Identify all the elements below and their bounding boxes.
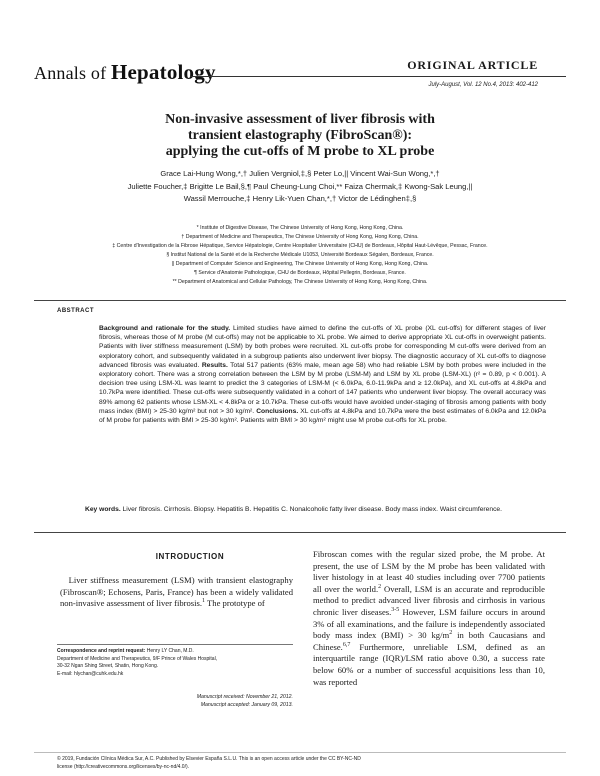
citation-ref[interactable]: 2: [378, 583, 382, 590]
abstract-conclusions-text: XL cut-offs at 4.8kPa and 10.7kPa were the best estimates of 6.0kPa and 12.0kPa of M probe for patients with BMI > 25-30 kg/m². Patients with BMI > 30 kg/m² might use M probe cut-offs for XL probe.: [99, 407, 546, 425]
author-list: [55, 168, 545, 206]
affiliation: || Department of Computer Science and Engineering, The Chinese University of Hong Kong, Hong Kong, China.: [171, 261, 429, 267]
correspondence-email[interactable]: E-mail: hlychan@cuhk.edu.hk: [57, 670, 124, 677]
journal-logo: [34, 60, 216, 85]
copyright-line: © 2019, Fundación Clínica Médica Sur, A.C. Published by Elsevier España S.L.U. This is an open access article under the CC BY-NC-ND: [57, 756, 361, 762]
affiliation: ¶ Service d'Anatomie Pathologique, CHU de Bordeaux, Hôpital Pellegrin, Bordeaux, France.: [194, 270, 406, 276]
intro-text: Liver stiffness measurement (LSM) with transient elastography (Fibroscan®; Echosens, Paris, France) has been a widely validated non-invasive assessment of liver fibrosis.: [60, 575, 293, 609]
author-line: Wassil Merrouche,‡ Henry Lik-Yuen Chan,*,† Victor de Lédinghen‡,§: [183, 194, 417, 203]
abstract-background-label: Background and rationale for the study.: [99, 325, 231, 332]
title-line: transient elastography (FibroScan®):: [187, 128, 413, 143]
manuscript-received: Manuscript received: November 21, 2012.: [196, 694, 293, 700]
author-line: Grace Lai-Hung Wong,*,† Julien Vergniol,‡,§ Peter Lo,|| Vincent Wai-Sun Wong,*,†: [160, 169, 440, 178]
title-line: applying the cut-offs of M probe to XL probe: [165, 144, 435, 159]
body-text: Overall, LSM is an accurate and reproducible method to predict advanced liver fibrosis and cirrhosis in various chronic liver diseases.: [313, 583, 545, 617]
affiliation: § Institut National de la Santé et de la Recherche Médicale U1053, Université Bordeaux Ségalen, Bordeaux, France.: [166, 252, 434, 258]
intro-text-cont: The prototype of: [205, 598, 265, 609]
correspondence-address: Department of Medicine and Therapeutics, 9/F Prince of Wales Hospital,: [57, 655, 218, 662]
journal-name: Hepatology: [111, 60, 216, 84]
right-column-text: [313, 549, 545, 688]
body-text: However, LSM failure occurs in around 3% of all examinations, and the failure is independently associated body mass index (BMI) > 30 kg/m: [313, 606, 546, 641]
affiliation: ** Department of Anatomical and Cellular Pathology, The Chinese University of Hong Kong, Hong Kong, China.: [172, 279, 428, 285]
manuscript-accepted: Manuscript accepted: January 09, 2013.: [200, 701, 293, 708]
affiliations: [50, 224, 550, 287]
citation-ref[interactable]: 6,7: [342, 641, 351, 648]
affiliation: * Institute of Digestive Disease, The Chinese University of Hong Kong, Hong Kong, China.: [196, 225, 404, 231]
body-text: Furthermore, unreliable LSM, defined as an interquartile range (IQR)/LSM ratio above 0.30, a success rate below 60% or a number of successful acquisitions less than 10, was reported: [313, 641, 545, 687]
abstract-conclusions-label: Conclusions.: [256, 407, 299, 415]
abstract-bottom-rule: [34, 532, 566, 533]
abstract-background-text: Limited studies have aimed to define the cut-offs of XL probe (XL cut-offs) for different stages of liver fibrosis, whereas those of M probe (M cut-offs) may not be applicable to XL probe. We aimed to derive appropriate XL cut-offs in overweight patients. Patients with liver stiffness measurement (LSM) by both probes were recruited. XL cut-offs probe for corresponding M cut-offs were derived from an exploratory cohort, and subsequently validated in a subgroup patients also underwent liver biopsy. The diagnostic accuracy of XL cut-offs to diagnose advanced fibrosis was evaluated.: [99, 325, 546, 369]
citation-ref[interactable]: 1: [202, 598, 206, 605]
manuscript-dates: [57, 694, 293, 709]
header-rule: [190, 76, 566, 77]
copyright-footer: [57, 755, 544, 771]
abstract-body: [99, 324, 546, 425]
correspondence-rule: [57, 644, 293, 645]
keywords-text: Liver fibrosis. Cirrhosis. Biopsy. Hepatitis B. Hepatitis C. Nonalcoholic fatty liver disease. Body mass index. Waist circumference.: [120, 506, 503, 513]
correspondence-block: [57, 648, 293, 678]
citation-ref[interactable]: 3-5: [391, 607, 400, 614]
keywords-label: Key words.: [85, 506, 121, 513]
abstract-heading: ABSTRACT: [57, 308, 94, 314]
issue-info: July-August, Vol. 12 No.4, 2013: 402-412: [428, 82, 538, 88]
license-prefix: license (: [57, 764, 76, 770]
article-title: [60, 112, 540, 160]
license-suffix: ).: [185, 764, 190, 770]
abstract-results-label: Results.: [201, 361, 228, 369]
body-text: Fibroscan comes with the regular sized probe, the M probe. At present, the use of LSM by the M probe has been validated with liver histology in at least 40 studies including over 7700 patients all over the world.: [313, 549, 545, 594]
abstract-results-text: Total 517 patients (63% male, mean age 58) who had reliable LSM by both probes were included in the exploratory cohort. There was a strong correlation between the LSM by M probe (LSM-M) and LSM by XL probe (LSM-XL) (r² = 0.89, p < 0.001). A decision tree using LSM-XL was learnt to predict the 3 categories of LSM-M (< 6.0kPa, 6.0-11.9kPa and ≥ 12.0kPa), and XL cut-offs at 4.8kPa and 10.7kPa were identified. These cut-offs were subsequently validated in a cohort of 147 patients who underwent liver biopsy. The overall accuracy was 89% among 62 patients whose LSM-XL < 4.8kPa or ≥ 10.7kPa. These cut-offs would have avoided under-staging of fibrosis among patients with body mass index (BMI) > 25-30 kg/m² but not > 30 kg/m².: [99, 361, 546, 415]
journal-prefix: Annals of: [34, 63, 107, 83]
affiliation: † Department of Medicine and Therapeutics, The Chinese University of Hong Kong, Hong Kong, China.: [181, 234, 419, 240]
superscript: 2: [449, 630, 453, 637]
footer-rule: [34, 752, 566, 753]
correspondence-label: Correspondence and reprint request:: [57, 648, 146, 654]
article-type: ORIGINAL ARTICLE: [407, 58, 538, 72]
keywords: [85, 505, 545, 514]
intro-paragraph: [60, 575, 293, 610]
author-line: Juliette Foucher,‡ Brigitte Le Bail,§,¶ Paul Cheung-Lung Choi,** Faiza Chermak,‡ Kwong-Sak Leung,||: [127, 181, 473, 191]
license-link[interactable]: http://creativecommons.org/licenses/by-nc-nd/4.0/: [75, 764, 186, 770]
abstract-top-rule: [34, 300, 566, 301]
affiliation: ‡ Centre d'Investigation de la Fibrose Hépatique, Service Hépatologie, Centre Hospitalier Universitaire (CHU) de Bordeaux, Hôpital Haut-Lévêque, Pessac, France.: [112, 243, 488, 249]
title-line: Non-invasive assessment of liver fibrosis with: [165, 112, 435, 127]
body-text: in both Caucasians and Chinese.: [313, 630, 545, 652]
section-heading-introduction: INTRODUCTION: [155, 552, 225, 561]
correspondence-name: Henry LY Chan, M.D.: [145, 648, 194, 654]
correspondence-address: 30-32 Ngan Shing Street, Shatin, Hong Kong.: [57, 663, 159, 670]
